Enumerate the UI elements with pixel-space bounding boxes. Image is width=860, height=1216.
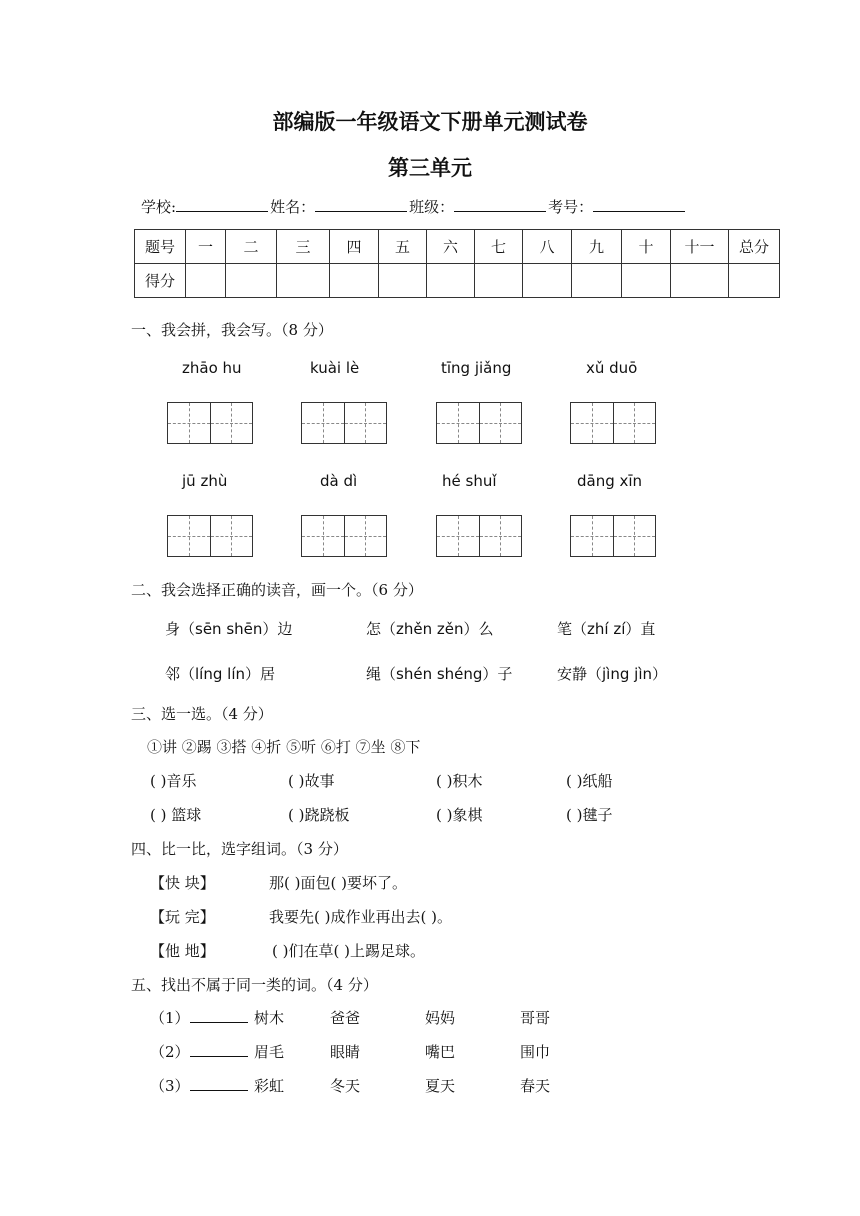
- score-cell[interactable]: [475, 264, 523, 298]
- choice-char: 绳（: [366, 665, 397, 683]
- name-blank[interactable]: [315, 197, 407, 212]
- score-header-cell: 六: [427, 230, 475, 264]
- writing-grid[interactable]: [570, 402, 656, 444]
- reading-choice[interactable]: [557, 663, 667, 684]
- writing-grid[interactable]: [301, 515, 387, 557]
- choice-char: ）么: [463, 620, 494, 638]
- score-label-cell: 得分: [135, 264, 186, 298]
- pinyin-label: hé shuǐ: [442, 472, 497, 490]
- class-blank[interactable]: [454, 197, 546, 212]
- score-cell[interactable]: [671, 264, 729, 298]
- name-label: 姓名：: [270, 198, 316, 216]
- answer-blank[interactable]: [190, 1076, 248, 1091]
- choice-pinyin: líng lín: [195, 665, 245, 683]
- writing-grid[interactable]: [570, 515, 656, 557]
- score-cell[interactable]: [186, 264, 226, 298]
- score-header-cell: 十: [622, 230, 671, 264]
- reading-choice[interactable]: [557, 618, 655, 639]
- reading-choice[interactable]: [165, 618, 292, 639]
- answer-blank[interactable]: [190, 1042, 248, 1057]
- odd-one-row: [150, 1041, 254, 1062]
- odd-one-row: [150, 1007, 254, 1028]
- choice-char: ）边: [262, 620, 293, 638]
- word: 夏天: [425, 1077, 456, 1095]
- score-value-row: [135, 264, 780, 298]
- score-header-cell: 三: [277, 230, 330, 264]
- score-cell[interactable]: [729, 264, 780, 298]
- word: 爸爸: [330, 1009, 361, 1027]
- fill-blank-item[interactable]: ( )毽子: [566, 806, 613, 824]
- verb-options: ①讲 ②踢 ③搭 ④折 ⑤听 ⑥打 ⑦坐 ⑧下: [147, 738, 421, 756]
- score-cell[interactable]: [572, 264, 622, 298]
- row-number: （2）: [150, 1043, 190, 1061]
- choice-char: 安静（: [557, 665, 603, 683]
- fill-blank-item[interactable]: ( )音乐: [150, 772, 197, 790]
- choice-pinyin: zhí zí: [587, 620, 626, 638]
- school-label: 学校:: [141, 198, 177, 216]
- word: 眼睛: [330, 1043, 361, 1061]
- exam-no-blank[interactable]: [593, 197, 685, 212]
- pinyin-label: jū zhù: [182, 472, 228, 490]
- pinyin-label: zhāo hu: [182, 359, 242, 377]
- score-cell[interactable]: [226, 264, 277, 298]
- word: 哥哥: [520, 1009, 551, 1027]
- reading-choice[interactable]: [165, 663, 275, 684]
- section-3-title: 三、选一选。（4 分）: [131, 705, 273, 723]
- score-cell[interactable]: [330, 264, 379, 298]
- class-label: 班级：: [409, 198, 455, 216]
- writing-grid[interactable]: [436, 402, 522, 444]
- section-5-title: 五、找出不属于同一类的词。（4 分）: [131, 976, 378, 994]
- row-number: （1）: [150, 1009, 190, 1027]
- pinyin-label: dāng xīn: [577, 472, 643, 490]
- choice-char: 怎（: [366, 620, 397, 638]
- score-cell[interactable]: [523, 264, 572, 298]
- choice-char: ）直: [625, 620, 656, 638]
- fill-blank-item[interactable]: ( )象棋: [436, 806, 483, 824]
- section-4-title: 四、比一比，选字组词。（3 分）: [131, 840, 348, 858]
- choice-char: 邻（: [165, 665, 196, 683]
- fill-blank-item[interactable]: ( )积木: [436, 772, 483, 790]
- score-header-cell: 五: [379, 230, 427, 264]
- row-number: （3）: [150, 1077, 190, 1095]
- word: 冬天: [330, 1077, 361, 1095]
- writing-grid[interactable]: [167, 515, 253, 557]
- pinyin-label: kuài lè: [310, 359, 360, 377]
- score-cell[interactable]: [379, 264, 427, 298]
- choice-char: ）居: [245, 665, 276, 683]
- word: 嘴巴: [425, 1043, 456, 1061]
- score-header-cell: 十一: [671, 230, 729, 264]
- pinyin-label: tīng jiǎng: [441, 359, 512, 377]
- fill-blank-item[interactable]: ( )故事: [288, 772, 335, 790]
- page-subtitle: 第三单元: [388, 155, 472, 180]
- fill-blank-item[interactable]: ( ) 篮球: [150, 806, 202, 824]
- choice-char: ）: [652, 665, 668, 683]
- odd-one-row: [150, 1075, 254, 1096]
- word: 树木: [254, 1009, 285, 1027]
- reading-choice[interactable]: [366, 663, 512, 684]
- score-header-cell: 九: [572, 230, 622, 264]
- writing-grid[interactable]: [167, 402, 253, 444]
- word: 妈妈: [425, 1009, 456, 1027]
- pinyin-label: dà dì: [320, 472, 358, 490]
- compare-sentence[interactable]: 我要先( )成作业再出去( )。: [269, 908, 452, 926]
- choice-pinyin: shén shéng: [396, 665, 483, 683]
- choice-pinyin: jìng jìn: [602, 665, 652, 683]
- section-2-title: 二、我会选择正确的读音，画一个。（6 分）: [131, 581, 423, 599]
- score-cell[interactable]: [427, 264, 475, 298]
- score-header-cell: 七: [475, 230, 523, 264]
- page-title: 部编版一年级语文下册单元测试卷: [272, 109, 588, 134]
- score-header-cell: 二: [226, 230, 277, 264]
- choice-pinyin: sēn shēn: [195, 620, 263, 638]
- school-blank[interactable]: [176, 197, 268, 212]
- score-cell[interactable]: [277, 264, 330, 298]
- score-header-cell: 四: [330, 230, 379, 264]
- compare-label: 【快 块】: [150, 874, 215, 892]
- writing-grid[interactable]: [436, 515, 522, 557]
- choice-char: 笔（: [557, 620, 588, 638]
- pinyin-label: xǔ duō: [586, 359, 638, 377]
- fill-blank-item[interactable]: ( )纸船: [566, 772, 613, 790]
- score-table: [134, 229, 780, 298]
- score-header-cell: 八: [523, 230, 572, 264]
- compare-sentence[interactable]: 那( )面包( )要坏了。: [269, 874, 407, 892]
- score-header-cell: 总分: [729, 230, 780, 264]
- score-header-cell: 一: [186, 230, 226, 264]
- fill-blank-item[interactable]: ( )跷跷板: [288, 806, 350, 824]
- word: 围巾: [520, 1043, 551, 1061]
- answer-blank[interactable]: [190, 1008, 248, 1023]
- writing-grid[interactable]: [301, 402, 387, 444]
- score-header-row: [135, 230, 780, 264]
- student-info: [141, 196, 687, 217]
- score-cell[interactable]: [622, 264, 671, 298]
- section-1-title: 一、我会拼，我会写。（8 分）: [131, 321, 333, 339]
- word: 春天: [520, 1077, 551, 1095]
- choice-char: ）子: [482, 665, 513, 683]
- word: 彩虹: [254, 1077, 285, 1095]
- compare-label: 【玩 完】: [150, 908, 215, 926]
- choice-char: 身（: [165, 620, 196, 638]
- compare-label: 【他 地】: [150, 942, 215, 960]
- choice-pinyin: zhěn zěn: [396, 620, 464, 638]
- exam-no-label: 考号：: [548, 198, 594, 216]
- reading-choice[interactable]: [366, 618, 494, 639]
- score-header-cell: 题号: [135, 230, 186, 264]
- compare-sentence[interactable]: ( )们在草( )上踢足球。: [272, 942, 425, 960]
- word: 眉毛: [254, 1043, 285, 1061]
